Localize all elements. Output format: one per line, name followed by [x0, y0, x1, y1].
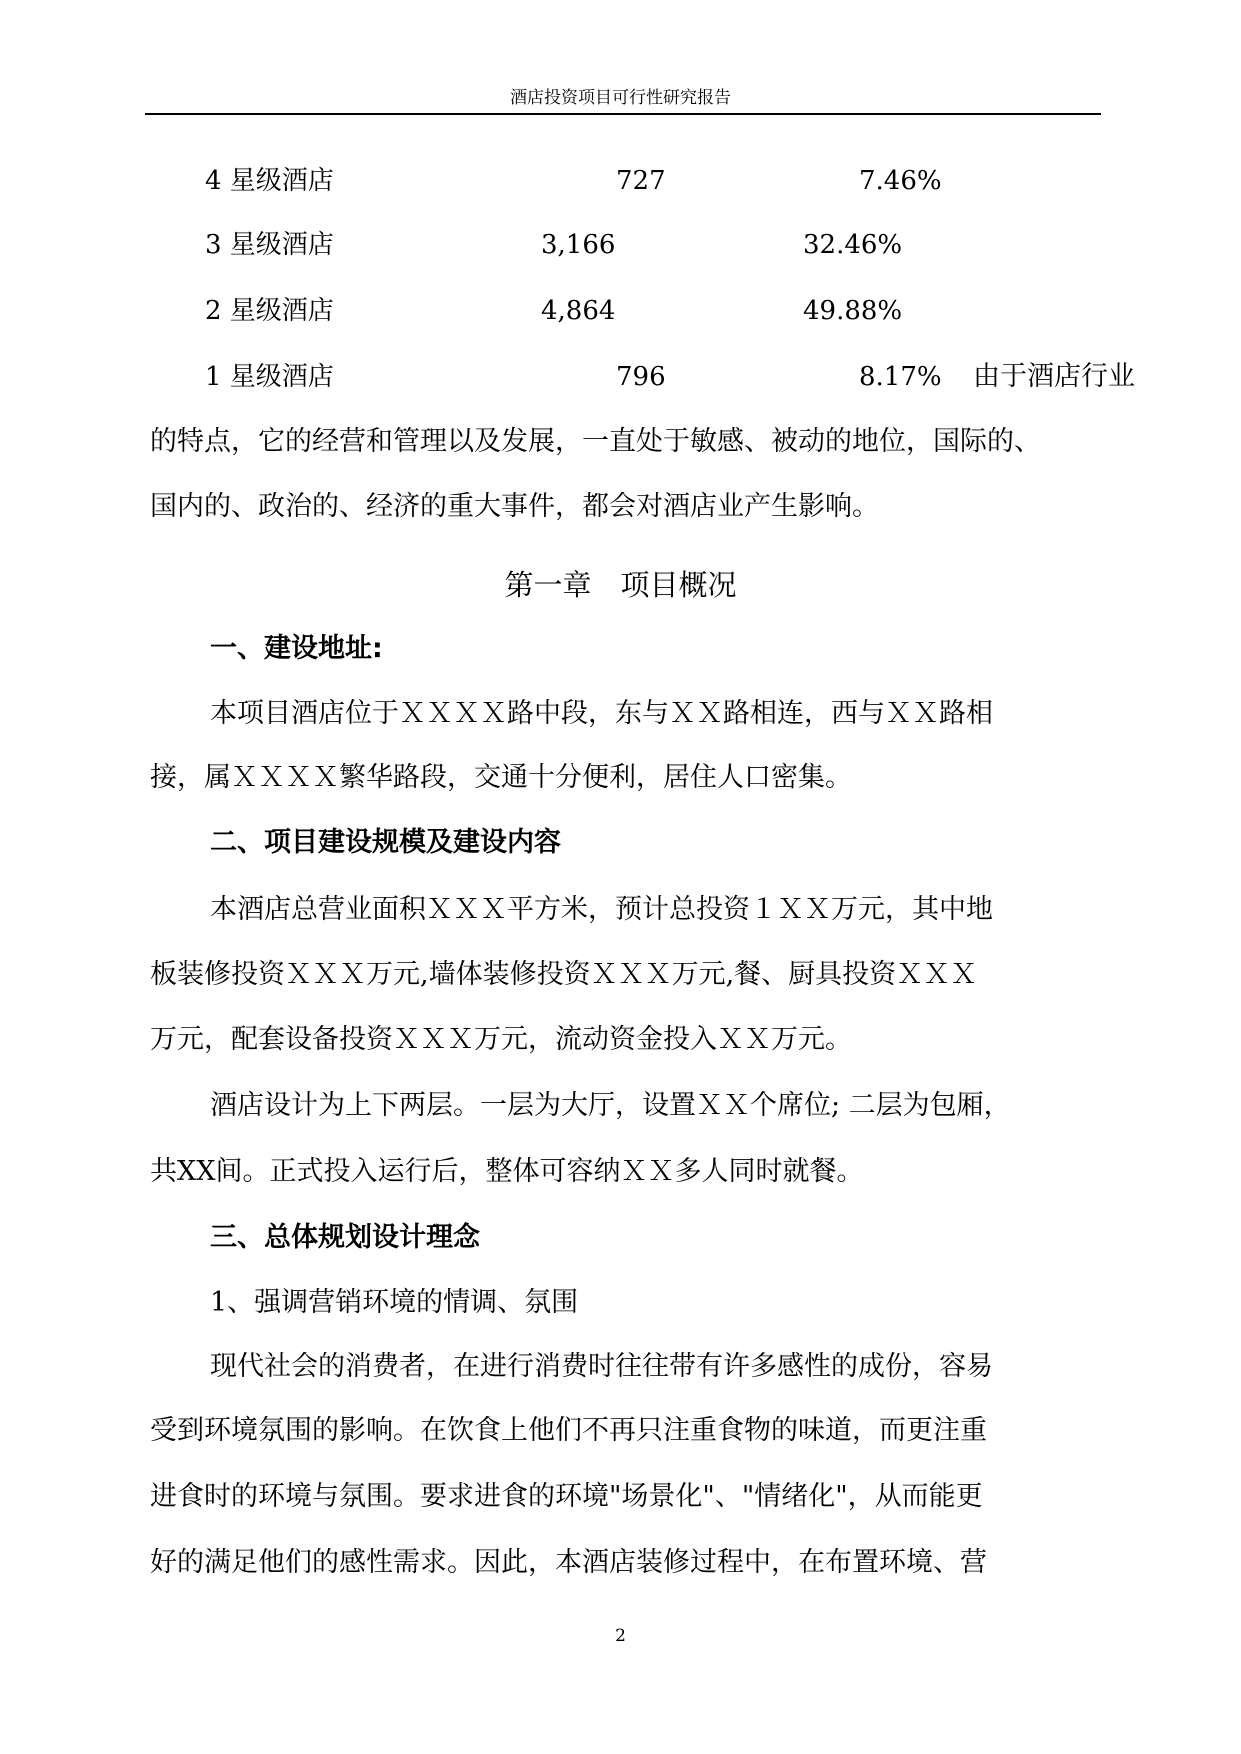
row-label: 3 星级酒店: [205, 230, 334, 260]
row-count: 4,864: [541, 296, 616, 326]
paragraph-line: 共XX间。正式投入运行后，整体可容纳ＸＸ多人同时就餐。: [150, 1156, 864, 1187]
table-row: [0, 357, 1241, 397]
row-share: 32.46%: [803, 230, 903, 260]
row-count: 3,166: [541, 230, 616, 260]
table-row: [0, 225, 1241, 265]
paragraph-line: 本项目酒店位于ＸＸＸＸ路中段，东与ＸＸ路相连，西与ＸＸ路相: [210, 698, 993, 729]
paragraph-line: 进食时的环境与氛围。要求进食的环境"场景化"、"情绪化"，从而能更: [150, 1481, 983, 1512]
header-rule: [145, 113, 1101, 115]
section-heading: 三、总体规划设计理念: [210, 1222, 480, 1253]
paragraph-line: 酒店设计为上下两层。一层为大厅，设置ＸＸ个席位; 二层为包厢，: [210, 1090, 1011, 1121]
section-heading: 二、项目建设规模及建设内容: [210, 827, 561, 858]
row-share: 49.88%: [803, 296, 903, 326]
paragraph-line: 好的满足他们的感性需求。因此，本酒店装修过程中，在布置环境、营: [150, 1547, 987, 1578]
paragraph-line: 本酒店总营业面积ＸＸＸ平方米，预计总投资１ＸＸ万元，其中地: [210, 894, 993, 925]
row-label: 1 星级酒店: [205, 362, 334, 392]
running-header: 酒店投资项目可行性研究报告: [510, 88, 731, 108]
section-heading: 一、建设地址:: [210, 633, 383, 664]
subsection-heading: 1、强调营销环境的情调、氛围: [210, 1287, 579, 1318]
chapter-title: 第一章 项目概况: [504, 568, 737, 602]
row-share: 8.17%: [859, 362, 942, 392]
row-count: 727: [616, 166, 666, 196]
paragraph-line: 受到环境氛围的影响。在饮食上他们不再只注重食物的味道，而更注重: [150, 1415, 987, 1446]
intro-line: 的特点，它的经营和管理以及发展，一直处于敏感、被动的地位，国际的、: [150, 426, 1041, 457]
paragraph-line: 板装修投资ＸＸＸ万元,墙体装修投资ＸＸＸ万元,餐、厨具投资ＸＸＸ: [150, 959, 978, 990]
table-row: [0, 161, 1241, 201]
intro-line: 国内的、政治的、经济的重大事件，都会对酒店业产生影响。: [150, 491, 879, 522]
page-number: 2: [615, 1626, 626, 1646]
paragraph-line: 接，属ＸＸＸＸ繁华路段，交通十分便利，居住人口密集。: [150, 762, 852, 793]
row-share: 7.46%: [859, 166, 942, 196]
row-count: 796: [616, 362, 666, 392]
table-row: [0, 291, 1241, 331]
intro-tail: 由于酒店行业: [973, 361, 1135, 392]
row-label: 4 星级酒店: [205, 166, 334, 196]
row-label: 2 星级酒店: [205, 296, 334, 326]
paragraph-line: 万元，配套设备投资ＸＸＸ万元，流动资金投入ＸＸ万元。: [150, 1024, 852, 1055]
paragraph-line: 现代社会的消费者，在进行消费时往往带有许多感性的成份，容易: [210, 1351, 993, 1382]
